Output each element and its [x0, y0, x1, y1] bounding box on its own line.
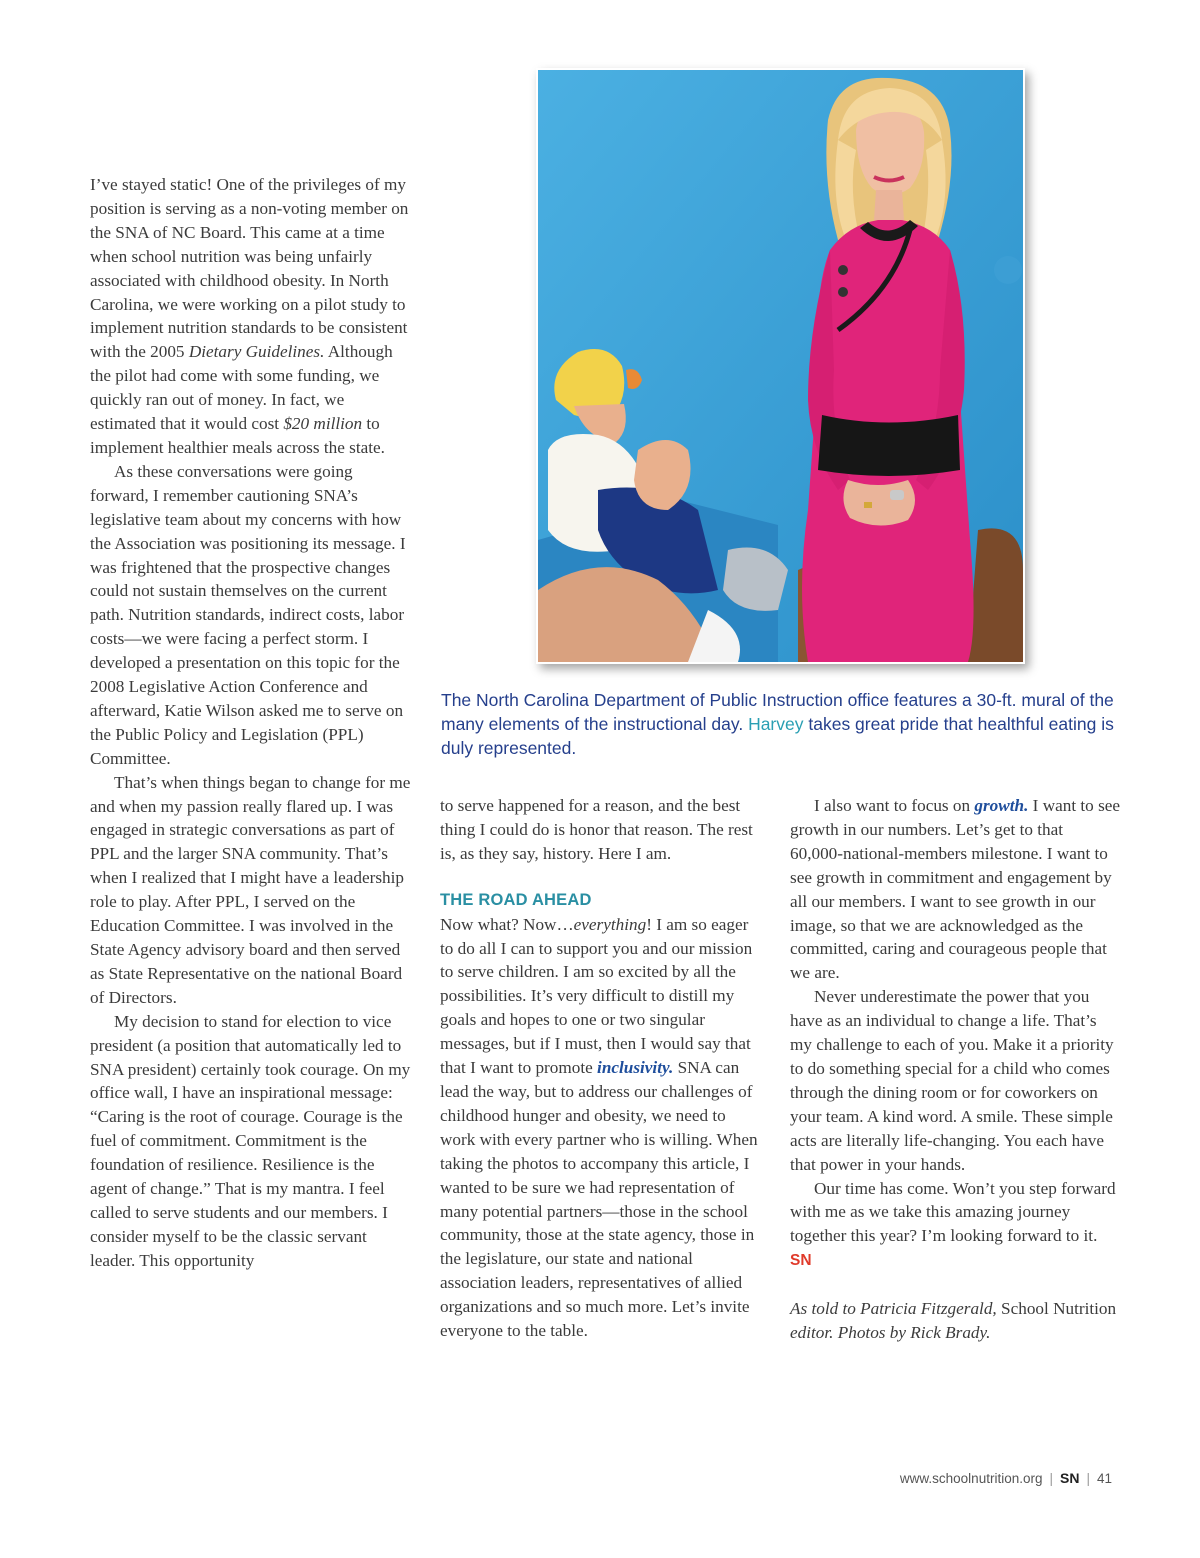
article-column-2 — [440, 794, 762, 1343]
caption-text: The North Carolina Department of Public Instruction office features a 30-ft. mural of the many elements of the instructional day. — [441, 690, 1114, 734]
text-run: to implement healthier meals across the state. — [90, 414, 385, 457]
photo-illustration — [538, 70, 1023, 662]
text-run: SNA can lead the way, but to address our challenges of childhood hunger and obesity, we need to work with every partner who is willing. When taking the photos to accompany this article, I wanted to be sure we had representation of many potential partners—those in the school community, those at the state agency, those in the legislature, our state and national association leaders, representatives of allied organizations and so much more. Let’s invite everyone to the table. — [440, 1058, 758, 1341]
end-mark: SN — [790, 1252, 812, 1270]
text-run: Now what? Now… — [440, 914, 574, 934]
caption-text-end: takes great pride that healthful eating is duly represented. — [441, 714, 1114, 758]
italic-text: editor. Photos by Rick Brady. — [790, 1323, 991, 1343]
paragraph — [440, 794, 762, 866]
text-run: Never underestimate the power that you have as an individual to change a life. That’s my challenge to each of you. Make it a priority to do something special for a child who comes through the dining room or for coworkers on your team. A kind word. A smile. These simple acts are literally life-changing. You each have that power in your hands. — [790, 987, 1114, 1174]
paragraph — [90, 771, 414, 1010]
paragraph — [90, 1010, 414, 1273]
column-2-body — [440, 913, 762, 1343]
photo-caption — [441, 688, 1121, 760]
woman-figure — [802, 78, 974, 662]
photo-credit — [790, 1297, 1120, 1345]
italic-text: everything — [573, 914, 647, 934]
text-run: That’s when things began to change for me and when my passion really flared up. I was engaged in strategic conversations as part of PPL and the larger SNA community. That’s when I realized that I might have a leadership role to play. After PPL, I served on the Education Committee. I was involved in the State Agency advisory board and then served as State Representative on the national Board of Directors. — [90, 772, 411, 1007]
text-run: I’ve stayed static! One of the privileges of my position is serving as a non-voting member on the SNA of NC Board. This came at a time when school nutrition was being unfairly associated with childhood obesity. In North Carolina, we were working on a pilot study to implement nutrition standards to be consistent with the 2005 — [90, 175, 409, 362]
paragraph — [90, 460, 414, 771]
caption-name-highlight: Harvey — [748, 714, 804, 734]
text-run: ! I am so eager to do all I can to support you and our mission to serve children. I am so excited by all the possibilities. It’s very difficult to distill my goals and hopes to one or two singular messages, but if I must, then I would say that that I want to promote — [440, 914, 753, 1078]
text-run: Although the pilot had come with some funding, we quickly ran out of money. In fact, we estimated that it would cost — [90, 342, 393, 434]
footer-url[interactable]: www.schoolnutrition.org — [899, 1471, 1043, 1486]
text-run: I want to see growth in our numbers. Let’s get to that 60,000-national-members milestone. I want to see growth in commitment and engagement by all our members. I want to see growth in our image, so that we are acknowledged as the committed, caring and courageous people that we are. — [790, 796, 1121, 983]
page-footer — [900, 1470, 1112, 1486]
paragraph — [440, 913, 762, 1343]
paragraph — [790, 794, 1120, 985]
emphasis-keyword: growth. — [974, 796, 1029, 815]
text-run: As these conversations were going forward, I remember cautioning SNA’s legislative team about my concerns with how the Association was positioning its message. I was frightened that the prospective changes could not sustain themselves on the current path. Nutrition standards, indirect costs, labor costs—we were facing a perfect storm. I developed a presentation on this topic for the 2008 Legislative Action Conference and afterward, Katie Wilson asked me to serve on the Public Policy and Legislation (PPL) Committee. — [90, 461, 406, 768]
article-column-1 — [90, 173, 414, 1273]
portrait-photo — [536, 68, 1025, 664]
footer-brand: SN — [1060, 1470, 1080, 1486]
column-2-lead — [440, 794, 762, 866]
italic-text: Dietary Guidelines. — [188, 342, 325, 362]
paragraph — [90, 173, 414, 460]
page-number: 41 — [1096, 1471, 1112, 1486]
footer-separator: | — [1049, 1471, 1053, 1486]
text-run: I also want to focus on — [814, 796, 975, 815]
section-heading: THE ROAD AHEAD — [440, 890, 592, 909]
italic-text: As told to Patricia Fitzgerald, — [790, 1299, 997, 1319]
text-run: Our time has come. Won’t you step forward with me as we take this amazing journey together this year? I’m looking forward to it. — [790, 1178, 1116, 1246]
text-run: to serve happened for a reason, and the best thing I could do is honor that reason. The rest is, as they say, history. Here I am. — [440, 796, 753, 863]
emphasis-keyword: inclusivity. — [597, 1058, 674, 1078]
text-run: My decision to stand for election to vice president (a position that automatically led to SNA president) certainly took courage. On my office wall, I have an inspirational message: “Caring is the root of courage. Courage is the fuel of commitment. Commitment is the foundation of resilience. Resilience is the agent of change.” That is my mantra. I feel called to serve students and our members. I consider myself to be the classic servant leader. This opportunity — [90, 1011, 411, 1270]
text-run: School Nutrition — [996, 1299, 1117, 1319]
footer-separator: | — [1086, 1471, 1090, 1486]
paragraph — [790, 1177, 1120, 1274]
column-3-body — [790, 794, 1120, 1273]
article-column-3 — [790, 794, 1120, 1345]
paragraph — [790, 985, 1120, 1176]
italic-text: $20 million — [283, 414, 363, 434]
